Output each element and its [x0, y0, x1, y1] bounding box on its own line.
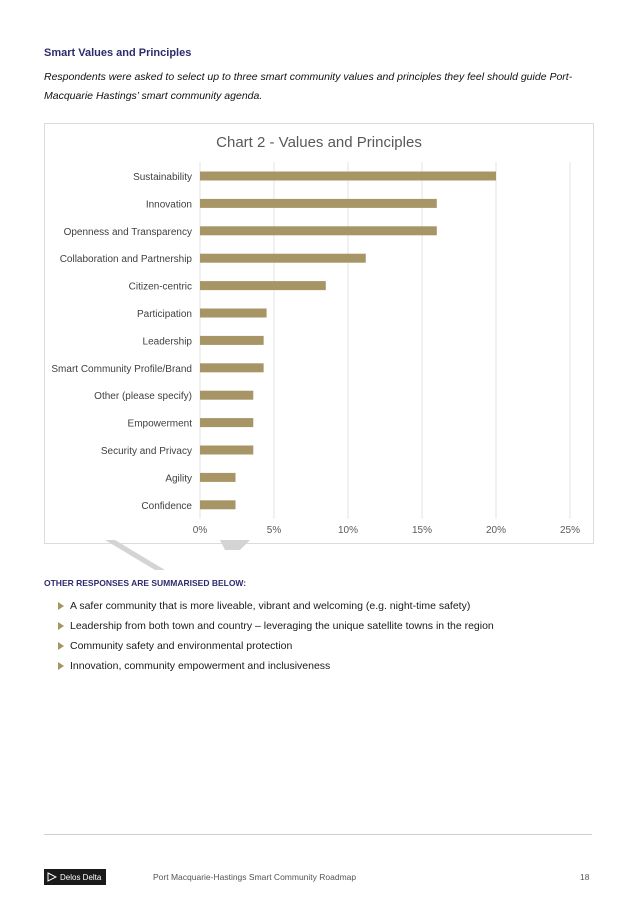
bar [200, 391, 253, 400]
x-tick-label: 25% [559, 524, 581, 536]
x-tick-label: 10% [337, 524, 359, 536]
bullet-arrow-icon [58, 622, 64, 630]
footer-document-title: Port Macquarie-Hastings Smart Community Roadmap [153, 872, 357, 882]
bar [200, 309, 267, 318]
category-label: Participation [136, 309, 192, 320]
delta-logo-icon [47, 872, 57, 882]
x-tick-label: 5% [266, 524, 282, 536]
responses-list [58, 596, 494, 676]
list-item: Community safety and environmental protection [58, 636, 494, 656]
bullet-arrow-icon [58, 662, 64, 670]
bar-chart [45, 124, 593, 543]
footer-divider [44, 834, 592, 835]
bar [200, 172, 496, 181]
bar [200, 226, 437, 235]
list-item: A safer community that is more liveable, vibrant and welcoming (e.g. night-time safety) [58, 596, 494, 616]
category-label: Other (please specify) [94, 391, 192, 403]
category-label: Security and Privacy [100, 446, 192, 457]
list-item: Leadership from both town and country – leveraging the unique satellite towns in the region [58, 616, 494, 636]
draft-watermark-icon [100, 530, 260, 570]
category-label: Empowerment [127, 418, 192, 430]
bullet-arrow-icon [58, 602, 64, 610]
bar [200, 363, 264, 372]
page-number: 18 [580, 872, 590, 882]
bar [200, 473, 236, 482]
bar [200, 336, 264, 345]
category-label: Innovation [145, 199, 192, 211]
responses-title: OTHER RESPONSES ARE SUMMARISED BELOW: [44, 578, 247, 588]
bar [200, 446, 253, 455]
category-label: Smart Community Profile/Brand [51, 363, 192, 375]
chart-title: Chart 2 - Values and Principles [216, 134, 422, 151]
list-item: Innovation, community empowerment and inclusiveness [58, 656, 494, 676]
bar [200, 254, 366, 263]
bullet-arrow-icon [58, 642, 64, 650]
bar [200, 418, 253, 427]
x-tick-label: 20% [485, 524, 507, 536]
category-label: Agility [165, 473, 192, 485]
category-label: Leadership [142, 336, 192, 348]
bar [200, 199, 437, 208]
intro-paragraph: Respondents were asked to select up to three smart community values and principles they feel should guide Port-Macquarie Hastings’ smart community agenda. [44, 71, 573, 102]
x-tick-label: 15% [411, 524, 433, 536]
bar [200, 281, 326, 290]
section-title: Smart Values and Principles [44, 47, 192, 59]
category-label: Citizen-centric [128, 281, 192, 293]
bar [200, 500, 236, 509]
category-label: Openness and Transparency [63, 226, 192, 238]
category-label: Collaboration and Partnership [59, 254, 192, 266]
category-label: Confidence [141, 500, 192, 512]
category-label: Sustainability [133, 172, 192, 183]
x-tick-label: 0% [192, 524, 208, 536]
company-logo: Delos Delta [44, 869, 106, 885]
chart-container [44, 123, 594, 544]
